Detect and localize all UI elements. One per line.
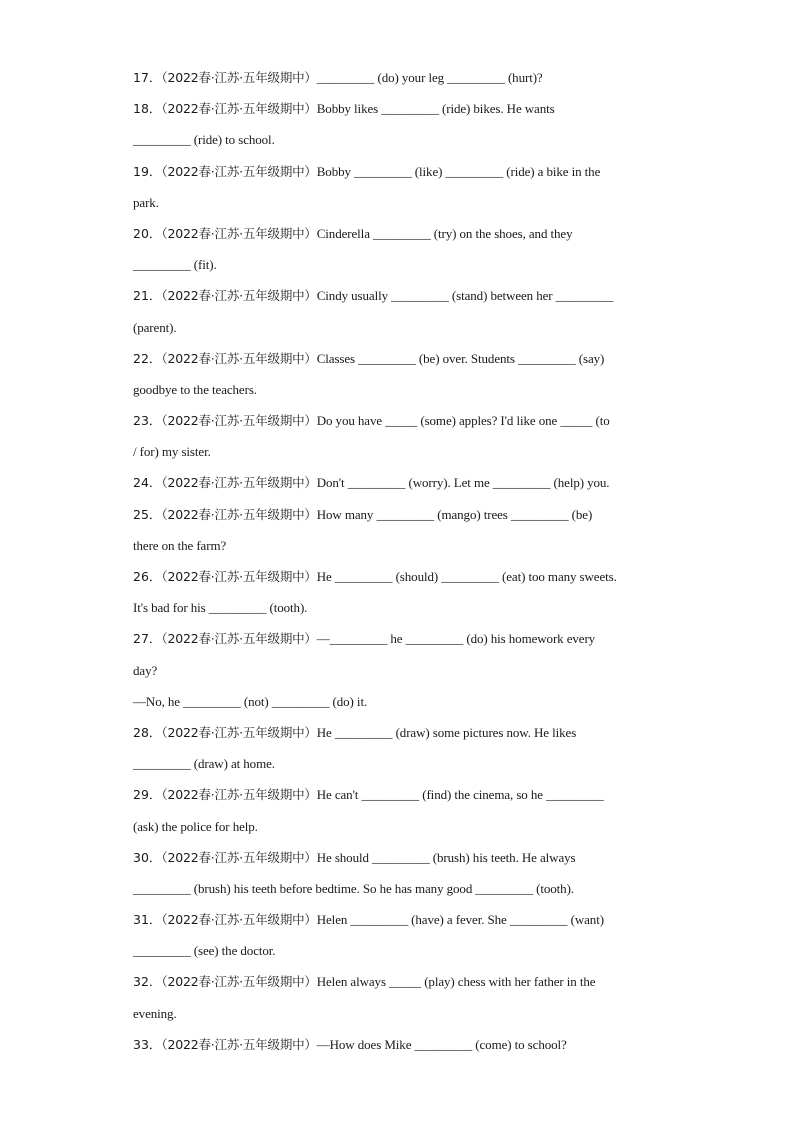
question-text: How many _________ (mango) trees _________ (be) bbox=[316, 506, 593, 522]
question-text: He _________ (draw) some pictures now. He likes bbox=[316, 724, 577, 740]
exercise-line bbox=[133, 842, 668, 873]
question-text: —No, he _________ (not) _________ (do) it. bbox=[133, 693, 368, 709]
question-number: 18． bbox=[133, 101, 162, 117]
question-text: Do you have _____ (some) apples? I'd like one _____ (to bbox=[316, 413, 610, 429]
question-source: （2022春·江苏·五年级期中） bbox=[161, 101, 317, 117]
exercise-line bbox=[133, 280, 668, 311]
question-source: （2022春·江苏·五年级期中） bbox=[161, 506, 317, 522]
exercise-line bbox=[133, 374, 668, 405]
question-source: （2022春·江苏·五年级期中） bbox=[161, 413, 317, 429]
exercise-line bbox=[133, 530, 668, 561]
question-text: Helen always _____ (play) chess with her father in the bbox=[316, 974, 596, 990]
question-number: 30． bbox=[133, 849, 162, 865]
exercise-line bbox=[133, 187, 668, 218]
question-number: 20． bbox=[133, 225, 162, 241]
question-text: —How does Mike _________ (come) to school? bbox=[316, 1036, 567, 1052]
exercise-line bbox=[133, 592, 668, 623]
exercise-line bbox=[133, 124, 668, 155]
question-number: 31． bbox=[133, 912, 162, 928]
question-text: goodbye to the teachers. bbox=[133, 381, 257, 397]
exercise-line bbox=[133, 1029, 668, 1060]
question-text: He _________ (should) _________ (eat) too many sweets. bbox=[316, 569, 617, 584]
question-text: He should _________ (brush) his teeth. He always bbox=[316, 849, 576, 865]
question-text: _________ (brush) his teeth before bedtime. So he has many good _________ (tooth). bbox=[133, 880, 574, 896]
question-text: / for) my sister. bbox=[133, 444, 211, 460]
question-number: 25． bbox=[133, 506, 162, 522]
exercise-line bbox=[133, 811, 668, 842]
question-text: Helen _________ (have) a fever. She _________ (want) bbox=[316, 912, 604, 928]
exercise-line bbox=[133, 93, 668, 124]
exercise-line bbox=[133, 935, 668, 966]
question-source: （2022春·江苏·五年级期中） bbox=[161, 288, 317, 304]
exercise-line bbox=[133, 655, 668, 686]
question-text: park. bbox=[133, 194, 159, 210]
exercise-line bbox=[133, 343, 668, 374]
question-text: _________ (do) your leg _________ (hurt)? bbox=[316, 70, 543, 85]
exercise-line bbox=[133, 623, 668, 654]
exercise-line bbox=[133, 467, 668, 498]
exercise-line bbox=[133, 249, 668, 280]
question-source: （2022春·江苏·五年级期中） bbox=[161, 70, 317, 85]
exercise-line bbox=[133, 873, 668, 904]
exercise-line bbox=[133, 405, 668, 436]
question-text: day? bbox=[133, 662, 158, 678]
exercise-list bbox=[133, 62, 668, 1060]
exercise-line bbox=[133, 62, 668, 93]
question-number: 28． bbox=[133, 724, 162, 740]
question-text: Classes _________ (be) over. Students _________ (say) bbox=[316, 350, 605, 366]
exercise-line bbox=[133, 686, 668, 717]
question-text: _________ (draw) at home. bbox=[133, 756, 275, 772]
question-text: there on the farm? bbox=[133, 537, 227, 553]
question-source: （2022春·江苏·五年级期中） bbox=[161, 225, 317, 241]
question-number: 23． bbox=[133, 413, 162, 429]
question-number: 19． bbox=[133, 163, 162, 179]
question-text: (parent). bbox=[133, 319, 177, 335]
exercise-line bbox=[133, 904, 668, 935]
exercise-line bbox=[133, 156, 668, 187]
question-text: Cindy usually _________ (stand) between her _________ bbox=[316, 288, 614, 304]
question-source: （2022春·江苏·五年级期中） bbox=[161, 350, 317, 366]
exercise-line bbox=[133, 966, 668, 997]
question-source: （2022春·江苏·五年级期中） bbox=[161, 163, 317, 179]
question-text: evening. bbox=[133, 1005, 177, 1021]
question-number: 17． bbox=[133, 70, 162, 85]
exercise-line bbox=[133, 561, 668, 592]
exercise-line bbox=[133, 717, 668, 748]
exercise-line bbox=[133, 499, 668, 530]
question-source: （2022春·江苏·五年级期中） bbox=[161, 724, 317, 740]
question-source: （2022春·江苏·五年级期中） bbox=[161, 631, 317, 647]
question-source: （2022春·江苏·五年级期中） bbox=[161, 475, 317, 491]
question-number: 26． bbox=[133, 569, 162, 584]
question-number: 21． bbox=[133, 288, 162, 304]
question-source: （2022春·江苏·五年级期中） bbox=[161, 974, 317, 990]
question-source: （2022春·江苏·五年级期中） bbox=[161, 849, 317, 865]
question-text: —_________ he _________ (do) his homework every bbox=[316, 631, 596, 647]
question-text: _________ (ride) to school. bbox=[133, 132, 275, 148]
question-number: 33． bbox=[133, 1036, 162, 1052]
question-source: （2022春·江苏·五年级期中） bbox=[161, 1036, 317, 1052]
exercise-line bbox=[133, 779, 668, 810]
question-text: Bobby _________ (like) _________ (ride) a bike in the bbox=[316, 163, 601, 179]
question-source: （2022春·江苏·五年级期中） bbox=[161, 912, 317, 928]
exercise-line bbox=[133, 436, 668, 467]
question-text: Bobby likes _________ (ride) bikes. He wants bbox=[316, 101, 555, 117]
question-number: 32． bbox=[133, 974, 162, 990]
exercise-line bbox=[133, 748, 668, 779]
question-text: It's bad for his _________ (tooth). bbox=[133, 600, 308, 616]
question-text: _________ (fit). bbox=[133, 257, 217, 273]
question-number: 22． bbox=[133, 350, 162, 366]
exercise-line bbox=[133, 998, 668, 1029]
question-source: （2022春·江苏·五年级期中） bbox=[161, 569, 317, 584]
question-text: Don't _________ (worry). Let me _________ (help) you. bbox=[316, 475, 610, 491]
question-text: (ask) the police for help. bbox=[133, 818, 258, 834]
question-text: He can't _________ (find) the cinema, so he _________ bbox=[316, 787, 604, 803]
question-source: （2022春·江苏·五年级期中） bbox=[161, 787, 317, 803]
question-text: Cinderella _________ (try) on the shoes, and they bbox=[316, 225, 573, 241]
exercise-line bbox=[133, 218, 668, 249]
exercise-line bbox=[133, 312, 668, 343]
question-number: 24． bbox=[133, 475, 162, 491]
question-text: _________ (see) the doctor. bbox=[133, 943, 276, 959]
question-number: 29． bbox=[133, 787, 162, 803]
question-number: 27． bbox=[133, 631, 162, 647]
